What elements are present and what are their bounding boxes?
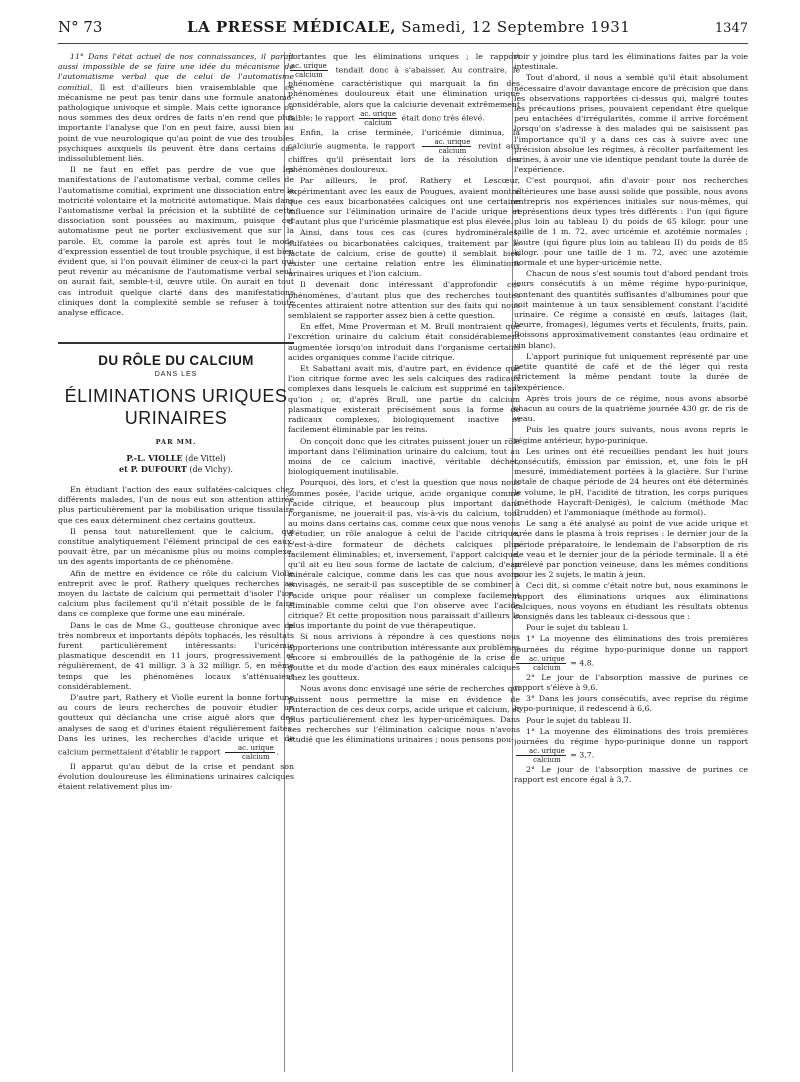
paragraph: D'autre part, Rathery et Violle eurent la bonne fortune au cours de leurs recherches de pouvoir étudier un goutteux qui déclancha une crise aiguë alors que des analyses de sang et d'urines étaient régulièrement faites. Dans les urines, les recherches d'acide urique et de calcium permettaient d'établir le rapport $\frac{\text{ac. urique}}{\text{calcium}}$ . <box>58 692 294 761</box>
result-item <box>514 727 748 764</box>
paragraph: Si nous arrivions à répondre à ces questions nous apporterions une contribution intéressante aux problèmes encore si embrouillés de la pathogénie de la crise de goutte et du mode d'action des eaux minérales calciques chez les goutteux. <box>288 632 520 683</box>
paragraph: L'apport purinique fut uniquement représenté par une petite quantité de café et de thé léger qui resta strictement la même pendant toute la durée de l'expérience. <box>514 351 748 392</box>
result-item: 2° Le jour de l'absorption massive de purines ce rapport s'élève à 9,6. <box>514 672 748 692</box>
ratio-value: = 3,7. <box>570 750 595 760</box>
fraction-denominator: calcium <box>533 756 561 765</box>
paragraph: Le sang a été analysé au point de vue acide urique et urée dans le plasma à trois reprises : le dernier jour de la période préparatoire, le lendemain de l'absorption de ris de veau et le dernier jour de la période terminale. Il a été prélevé par ponction veineuse, dans les mêmes conditions pour les 2 sujets, le matin à jeun. <box>514 519 748 580</box>
paragraph: Dans le cas de Mme G., goutteuse chronique avec de très nombreux et importants dépôts tophacés, les résultats furent particulièrement intéressants: l'uricémie plasmatique descendit en 11 jours, progressivement et régulièrement, de 41 milligr. 3 à 32 milligr. 5, en même temps que les phénomènes locaux s'atténuaient considérablement. <box>58 620 294 691</box>
paragraph: Ainsi, dans tous ces cas (cures hydrominérales, sulfatées ou bicarbonatées calciques, traitement par le lactate de calcium, crise de goutte) il semblait bien exister une certaine relation entre les éliminations urinaires uriques et l'ion calcium. <box>288 228 520 279</box>
paragraph: Il apparut qu'au début de la crise et pendant son évolution douloureuse les éliminations urinaires calciques étaient relativement plus im- <box>58 761 294 792</box>
fraction-denominator: calcium <box>533 663 561 672</box>
paragraph: Les urines ont été recueillies pendant les huit jours consécutifs, émission par émission, et, une fois le pH mesuré, immédiatement portées à la glacière. Sur l'urine totale de chaque période de 24 heures ont été déterminés le volume, le pH, l'acidité de titration, les corps puriques (méthode Haycraft-Denigès), le calcium (méthode Mac Crudden) et l'ammoniaque (méthode au formol). <box>514 446 748 517</box>
author-name: P.-L. VIOLLE <box>126 452 183 463</box>
paragraph: Tout d'abord, il nous a semblé qu'il était absolument nécessaire d'avoir davantage encore de précision que dans les observations rapportées ci-dessus qui, malgré toutes les précautions prises, pouvaient cependant être quelque peu entachées d'irrégularités, comme il arrive forcément lorsqu'on s'adresse à des malades qui ne saisissent pas l'importance qu'il y a dans ces cas à suivre avec une précision absolue les régimes, à récolter parfaitement les urines, à avoir une vie identique pendant toute la durée de l'expérience. <box>514 73 748 175</box>
paragraph: voir y joindre plus tard les éliminations faites par la voie intestinale. <box>514 52 748 72</box>
paragraph-text: D'autre part, Rathery et Violle eurent la bonne fortune au cours de leurs recherches de pouvoir étudier un goutteux qui déclancha une crise aiguë alors que des analyses de sang et d'urines étaient régulièrement faites. Dans les urines, les recherches d'acide urique et de calcium permettaient d'établir le rapport <box>58 692 294 757</box>
paragraph-text: revint aux chiffres qu'il présentait lors de la résolution des phénomènes douloureux. <box>288 141 520 175</box>
title-rule <box>58 342 294 344</box>
author-2 <box>58 464 294 475</box>
article-title-line2: DANS LES <box>154 371 198 379</box>
paragraph: En effet, Mme Proverman et M. Brull montraient que l'excrétion urinaire du calcium était considérablement augmentée lorsqu'on introduit dans l'organisme certains acides organiques comme l'acide citrique. <box>288 322 520 362</box>
paragraph-text: Enfin, la crise terminée, l'uricémie diminua, la calciurie augmenta, le rapport <box>288 127 520 151</box>
paragraph: Afin de mettre en évidence ce rôle du calcium Violle entreprit avec le prof. Rathery quelques recherches au moyen du lactate de calcium qui permettait d'isoler l'ion calcium plus facilement qu'il n'était possible de le faire dans ce complexe que forme une eau minérale. <box>58 568 294 619</box>
ratio-value: = 4,8. <box>570 658 595 668</box>
paragraph-text: tendait donc à s'abaisser. Au contraire, le phénomène caractéristique qui marquait la fin des phénomènes douloureux était une élimination urique considérable, alors que la calciurie devenait extrêmement faible; le rapport <box>288 65 520 123</box>
paragraph: Il devenait donc intéressant d'approfondir ces phénomènes, d'autant plus que des recherches toutes récentes attiraient notre attention sur des faits qui nous semblaient se rapporter assez bien à cette question. <box>288 280 520 321</box>
page-header <box>58 18 748 44</box>
result-item <box>514 634 748 671</box>
fraction-numerator: ac. urique <box>516 655 566 664</box>
ratio-fraction <box>225 744 275 761</box>
journal-name: LA PRESSE MÉDICALE, <box>187 18 396 36</box>
fraction-numerator: ac. urique <box>516 747 566 756</box>
page-number: 1347 <box>714 21 748 36</box>
author-1 <box>58 453 294 464</box>
paragraph-text: Il est d'ailleurs bien vraisemblable que ce mécanisme ne peut pas tenir dans une formule anatomo-pathologique univoque et simple. Mais cette ignorance où nous sommes des deux ordres de faits n'en rend que plus importante l'analyse que l'on en peut faire, aussi bien au point de vue neurologique qu'au point de vue des troubles psychiques auxquels ils peuvent être dans certains cas indissolublement liés. <box>58 82 294 164</box>
paragraph: On conçoit donc que les citrates puissent jouer un rôle important dans l'élimination urinaire du calcium, tout au moins de ce calcium inactivé, véritable déchet, biologiquement inutilisable. <box>288 436 520 477</box>
fraction-denominator: calcium <box>438 147 467 156</box>
fraction-numerator: ac. urique <box>291 62 327 71</box>
paragraph: Puis les quatre jours suivants, nous avons repris le régime antérieur, hypo-purinique. <box>514 425 748 445</box>
ratio-fraction <box>422 138 472 155</box>
article-title-line1: DU RÔLE DU CALCIUM <box>98 353 254 369</box>
ratio-fraction <box>359 110 397 127</box>
subject-heading: Pour le sujet du tableau I. <box>526 623 629 633</box>
ratio-fraction <box>290 62 328 79</box>
issue-date: Samedi, 12 Septembre 1931 <box>401 18 631 36</box>
subject-heading: Pour le sujet du tableau II. <box>526 715 632 725</box>
paragraph-text: 1° La moyenne des éliminations des trois premières journées du régime hypo-purinique donne un rapport <box>514 726 748 746</box>
author-location: (de Vichy). <box>189 464 233 474</box>
paragraph: Et Sabattani avait mis, d'autre part, en évidence que l'ion citrique forme avec les sels calciques des radicaux complexes dans lesquels le calcium est supprimé en tant qu'ion ; or, d'après Brull, une partie du calcium plasmatique existerait précisément sous la forme de radicaux complexes, biologiquement inactive et facilement éliminable par les reins. <box>288 364 520 435</box>
column-3 <box>514 52 748 1072</box>
paragraph <box>288 128 520 176</box>
article-title-block <box>58 342 294 475</box>
paragraph: C'est pourquoi, afin d'avoir pour nos recherches ultérieures une base aussi solide que possible, nous avons entrepris nos expériences initiales sur nous-mêmes, qui représentions deux types très différents : l'un (qui figure plus loin au tableau I) du poids de 65 kilogr. pour une taille de 1 m. 72, avec uricémie et azotémie normales ; l'autre (qui figure plus loin au tableau II) du poids de 85 kilogr. pour une taille de 1 m. 72, avec une azotémie normale et une hyper-uricémie nette. <box>514 176 748 268</box>
result-item: 2° Le jour de l'absorption massive de purines ce rapport est encore égal à 3,7. <box>514 765 748 785</box>
byline-prefix: PAR MM. <box>155 437 197 446</box>
column-2 <box>288 52 520 1072</box>
paragraph: Chacun de nous s'est soumis tout d'abord pendant trois jours consécutifs à un même régime hypo-purinique, contenant des quantités suffisantes d'albumines pour que soit maintenue à un taux sensiblement constant l'acidité urinaire. Ce régime a consisté en œufs, laitages (lait, beurre, fromages), légumes verts et féculents, fruits, pain. Boissons approximativement constantes (eau ordinaire et vin blanc). <box>514 269 748 350</box>
fraction-numerator: ac. urique <box>360 109 396 118</box>
paragraph: Ceci dit, si comme c'était notre but, nous examinons le rapport des éliminations uriques aux éliminations calciques, nous voyons en étudiant les résultats obtenus consignés dans les tableaux ci-dessous que : <box>514 581 748 621</box>
fraction-numerator: ac. urique <box>225 744 275 753</box>
issue-number: N° 73 <box>58 18 103 36</box>
ratio-fraction <box>516 655 566 672</box>
fraction-denominator: calcium <box>295 71 323 80</box>
italic-conclusion: 11° Dans l'état actuel de nos connaissances, il paraît aussi impossible de se faire une idée du mécanisme de l'automatisme verbal que de celui de l'automatisme comitial. <box>58 52 294 92</box>
article-title-main: ÉLIMINATIONS URIQUES URINAIRES <box>64 385 288 428</box>
result-item: 3° Dans les jours consécutifs, avec reprise du régime hypo-purinique, il redescend à 6,6. <box>514 694 748 714</box>
journal-title <box>187 18 630 36</box>
column-1 <box>58 52 294 1072</box>
paragraph: Après trois jours de ce régime, nous avons absorbé chacun au cours de la quatrième journée 430 gr. de ris de veau. <box>514 393 748 424</box>
paragraph <box>288 52 520 127</box>
paragraph-text: 1° La moyenne des éliminations des trois premières journées du régime hypo-purinique donne un rapport <box>514 634 748 654</box>
paragraph: Par ailleurs, le prof. Rathery et Lescœur, expérimentant avec les eaux de Pougues, avaient montré que ces eaux bicarbonatées calciques ont une certaine influence sur l'élimination urinaire de l'acide urique et d'autant plus que l'uricémie plasmatique est plus élevée. <box>288 176 520 227</box>
ratio-fraction <box>516 747 566 764</box>
paragraph: Nous avons donc envisagé une série de recherches qui puissent nous permettre la mise en évidence de l'interaction de ces deux corps, acide urique et calcium, et plus particulièrement chez les hyper-uricémiques. Dans ces recherches sur l'élimination calcique nous n'avons étudié que les éliminations urinaires ; nous pensons pou- <box>288 684 520 745</box>
fraction-denominator: calcium <box>242 752 270 761</box>
fraction-numerator: ac. urique <box>422 138 472 147</box>
paragraph: En étudiant l'action des eaux sulfatées-calciques chez différents malades, l'un de nous eut son attention attirée plus particulièrement par la mobilisation urique tissulaire que ces eaux déterminent chez certains goutteux. <box>58 484 294 525</box>
paragraph-text: était donc très élevé. <box>401 113 485 123</box>
author-location: (de Vittel) <box>185 453 226 463</box>
paragraph: Il ne faut en effet pas perdre de vue que les manifestations de l'automatisme verbal, comme celles de l'automatisme comitial, expriment une dissociation entre la motricité volontaire et la motricité automatique. Mais dans l'automatisme verbal la précision et la subtilité de cette dissociation sont poussées au maximum, puisque cet automatisme peut ne porter exclusivement que sur la parole. Et, comme la parole est après tout le mode d'expression essentiel de tout trouble psychique, il est bien évident que, si l'on pouvait éliminer de ceux-ci la part qui peut revenir au mécanisme de l'automatisme verbal seul, on aurait fait, semble-t-il, œuvre utile. On aurait en tout cas introduit quelque clarté dans des manifestations cliniques dont la complexité semble se refuser à toute analyse efficace. <box>58 165 294 318</box>
paragraph: Pourquoi, dès lors, et c'est la question que nous nous sommes posée, l'acide urique, acide organique comme l'acide citrique, et beaucoup plus important dans l'organisme, ne jouerait-il pas, vis-à-vis du calcium, tout au moins dans certains cas, comme ceux que nous venons d'étudier, un rôle analogue à celui de l'acide citrique, c'est-à-dire formateur de déchets calciques plus facilement éliminables; et, inversement, l'apport calcique, qu'il ait eu lieu sous forme de lactate de calcium, d'eau minérale calcique, comme dans les cas que nous avons envisagés, ne serait-il pas susceptible de se combiner à l'acide urique pour réaliser un complexe facilement éliminable comme celui que l'on observe avec l'acide citrique? Et cette proposition nous paraissait d'ailleurs la plus importante du point de vue thérapeutique. <box>288 478 520 631</box>
paragraph-text: portantes que les éliminations uriques ; le rapport <box>288 52 520 61</box>
author-name: et P. DUFOURT <box>119 463 187 474</box>
paragraph: Il pensa tout naturellement que le calcium, qui constitue analytiquement l'élément principal de ces eaux, pouvait être, par un mécanisme plus ou moins complexe, un des agents importants de ce phénomène. <box>58 526 294 567</box>
paragraph <box>58 52 294 164</box>
fraction-denominator: calcium <box>364 118 392 127</box>
